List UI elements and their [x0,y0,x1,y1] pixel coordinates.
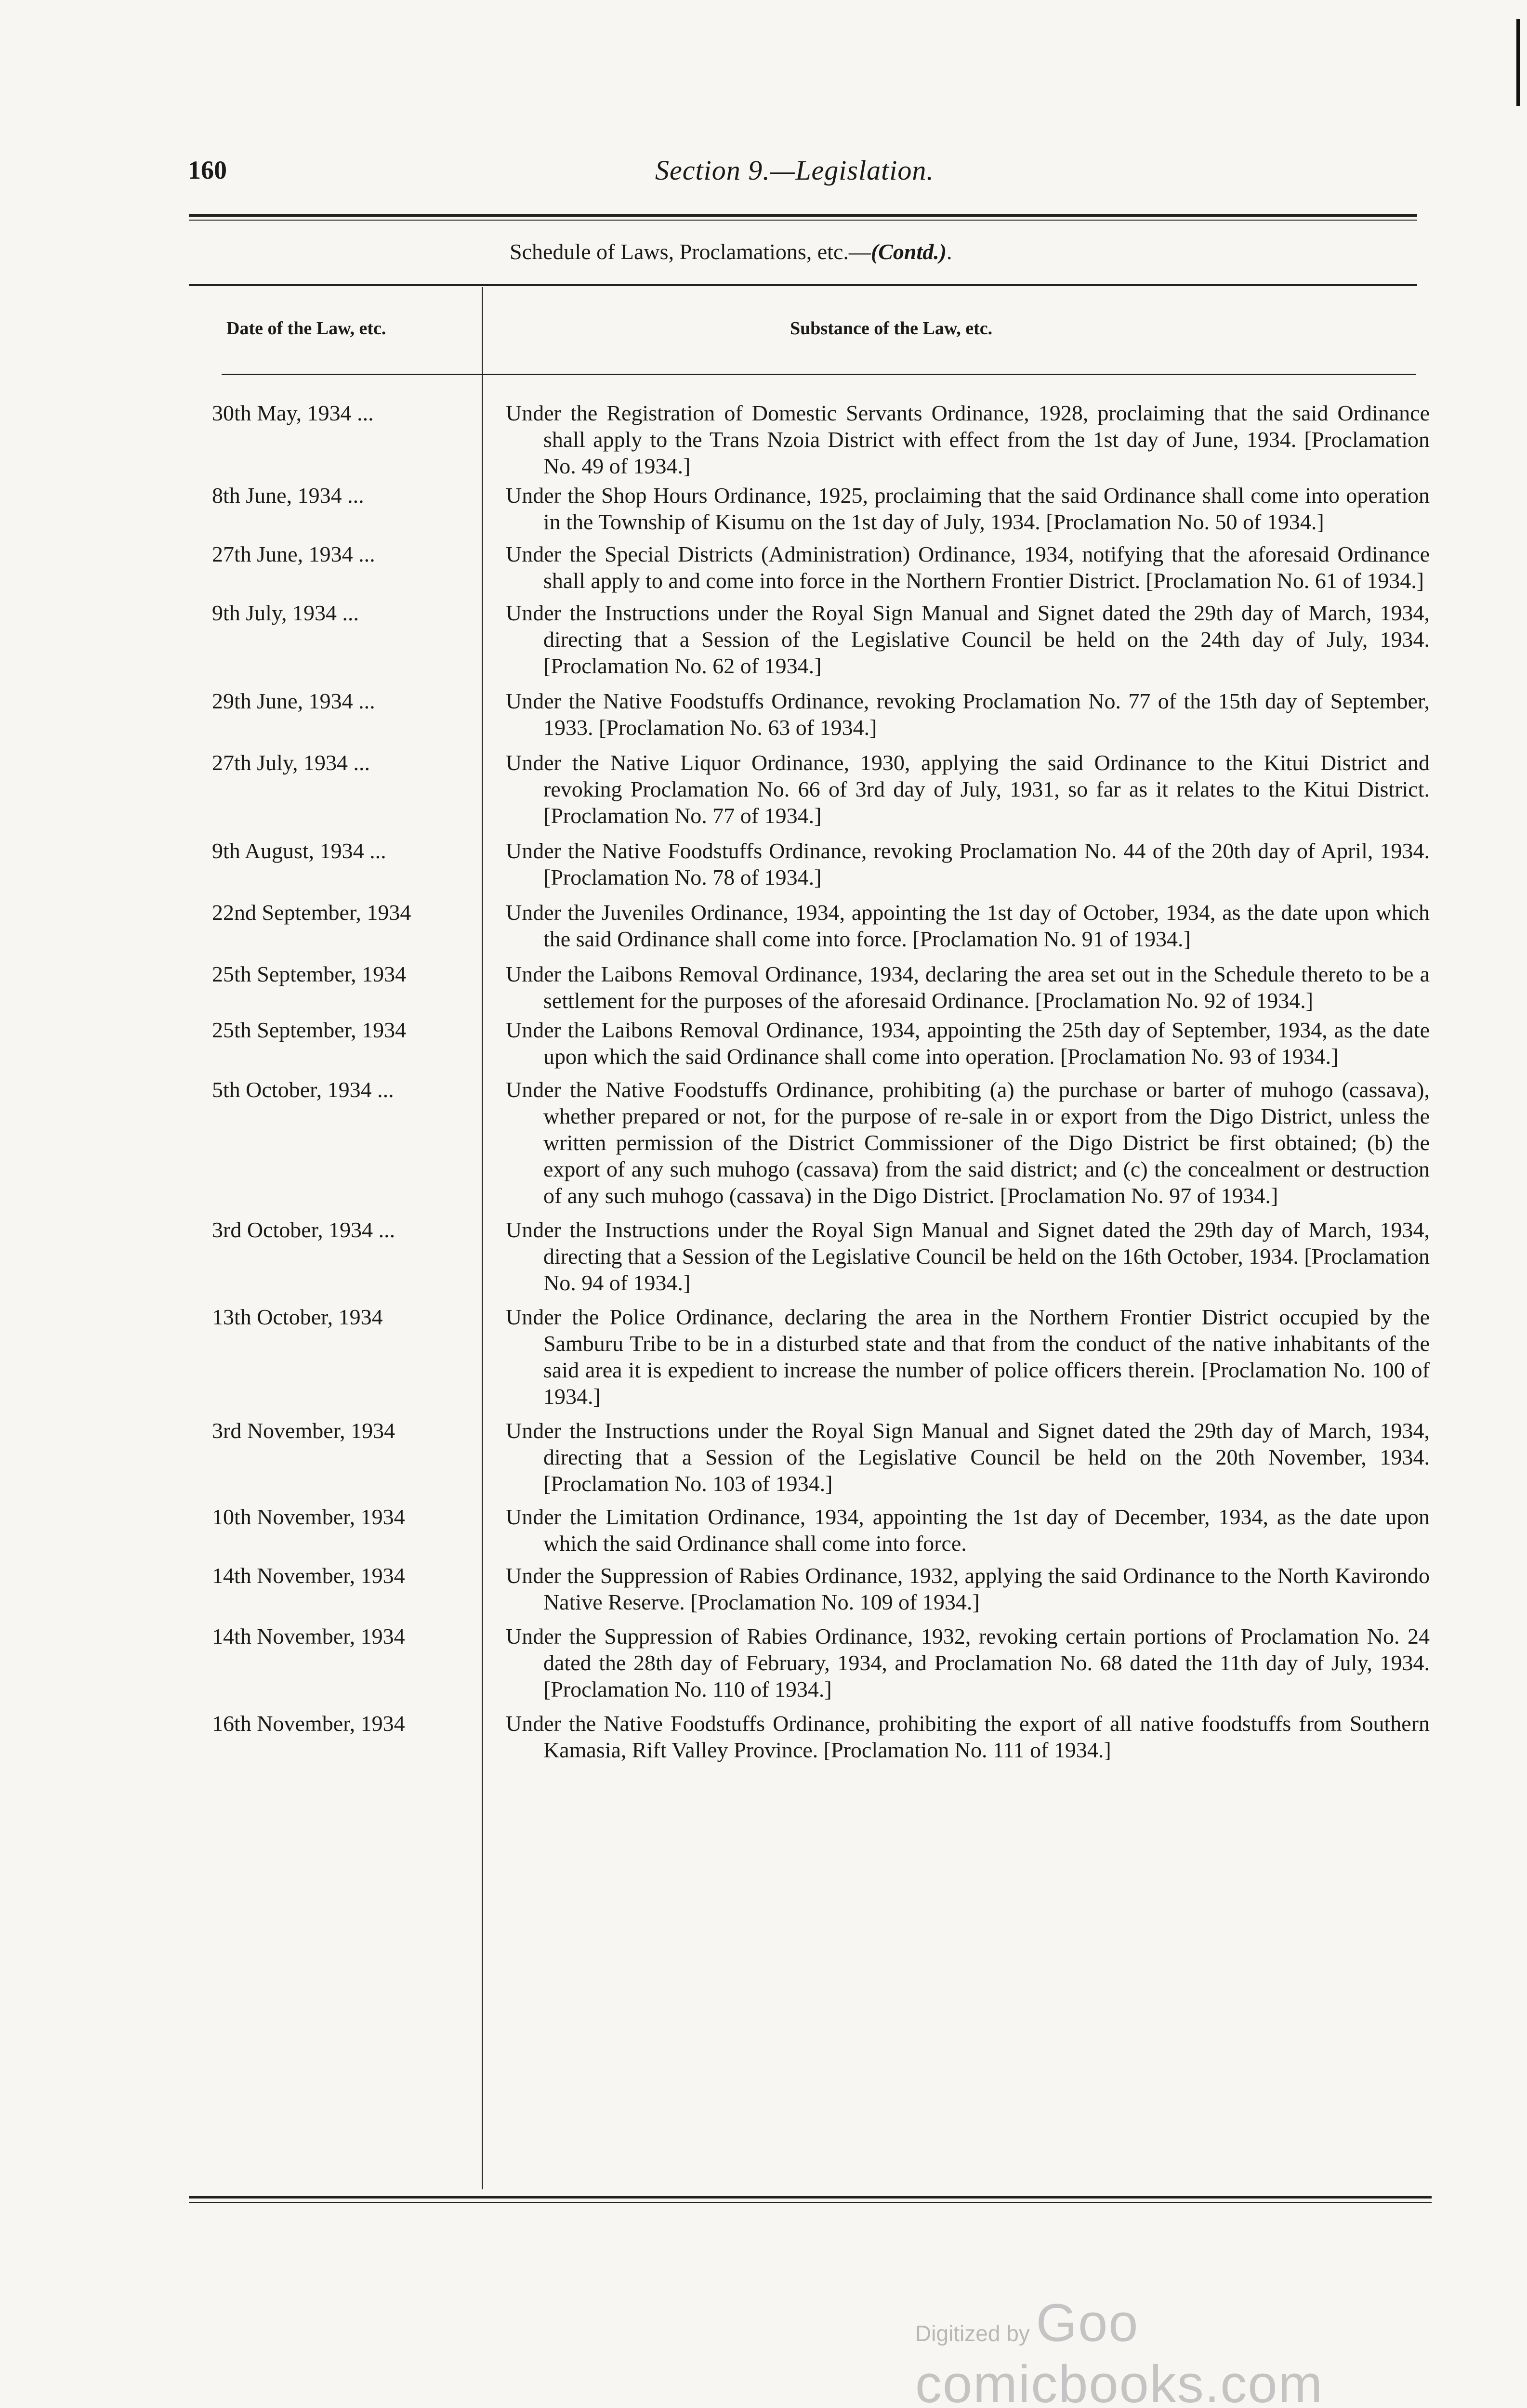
entry-substance: Under the Instructions under the Royal Sign Manual and Signet dated the 29th day of March, 1934, directing that a Session of the Legislative Council be held on the 20th November, 1934. [Proclamation No. 103 of 1934.] [506,1418,1430,1496]
entry-date: 29th June, 1934 ... [212,689,375,713]
entry-date: 5th October, 1934 ... [212,1077,394,1102]
entry-substance: Under the Native Foodstuffs Ordinance, prohibiting the export of all native foodstuffs from Southern Kamasia, Rift Valley Province. [Proclamation No. 111 of 1934.] [506,1711,1430,1762]
entry-date: 9th August, 1934 ... [212,838,386,863]
header-rule-thin [189,220,1417,221]
digitized-watermark [915,2292,1527,2408]
table-row [0,1017,1527,1070]
schedule-title-main: Schedule of Laws, Proclamations, etc.— [510,239,871,264]
running-head: Section 9.—Legislation. [655,155,934,186]
table-row [0,1304,1527,1410]
entry-substance: Under the Native Foodstuffs Ordinance, revoking Proclamation No. 77 of the 15th day of September, 1933. [Proclamation No. 63 of 1934.] [506,689,1430,740]
entry-substance: Under the Laibons Removal Ordinance, 1934, declaring the area set out in the Schedule thereto to be a settlement for the purposes of the aforesaid Ordinance. [Proclamation No. 92 of 1934.] [506,962,1430,1013]
table-row [0,749,1527,829]
header-rule [189,214,1417,217]
entry-date: 25th September, 1934 [212,962,407,986]
entry-date: 14th November, 1934 [212,1624,405,1649]
entry-date: 30th May, 1934 ... [212,401,374,425]
table-row [0,1417,1527,1497]
table-bottom-rule-thin [189,2202,1432,2203]
page-edge-mark [1516,19,1520,106]
entry-substance: Under the Shop Hours Ordinance, 1925, proclaiming that the said Ordinance shall come into operation in the Township of Kisumu on the 1st day of July, 1934. [Proclamation No. 50 of 1934.] [506,483,1430,534]
entry-substance: Under the Suppression of Rabies Ordinance, 1932, applying the said Ordinance to the North Kavirondo Native Reserve. [Proclamation No. 109 of 1934.] [506,1563,1430,1614]
entry-substance: Under the Native Foodstuffs Ordinance, prohibiting (a) the purchase or barter of muhogo (cassava), whether prepared or not, for the purpose of re-sale in or export from the Digo District, unless the written permission of the District Commissioner of the Digo District be first obtained; (b) the export of any such muhogo (cassava) from the said district; and (c) the concealment or destruction of any such muhogo (cassava) in the Digo District. [Proclamation No. 97 of 1934.] [506,1077,1430,1208]
entry-date: 27th June, 1934 ... [212,542,375,566]
entry-date: 14th November, 1934 [212,1563,405,1588]
entry-substance: Under the Instructions under the Royal Sign Manual and Signet dated the 29th day of March, 1934, directing that a Session of the Legislative Council be held on the 16th October, 1934. [Proclamation No. 94 of 1934.] [506,1217,1430,1295]
entry-date: 3rd November, 1934 [212,1418,395,1443]
entry-date: 16th November, 1934 [212,1711,405,1736]
entry-date: 9th July, 1934 ... [212,601,359,625]
entry-substance: Under the Juveniles Ordinance, 1934, appointing the 1st day of October, 1934, as the date upon which the said Ordinance shall come into force. [Proclamation No. 91 of 1934.] [506,900,1430,951]
table-row [0,1710,1527,1763]
table-row [0,1562,1527,1615]
table-row [0,600,1527,679]
column-header-substance: Substance of the Law, etc. [790,318,993,339]
watermark-brand: Goo comicbooks.com [915,2293,1324,2408]
entry-substance: Under the Native Foodstuffs Ordinance, revoking Proclamation No. 44 of the 20th day of April, 1934. [Proclamation No. 78 of 1934.] [506,838,1430,890]
entry-substance: Under the Suppression of Rabies Ordinance, 1932, revoking certain portions of Proclamation No. 24 dated the 28th day of February, 1934, and Proclamation No. 68 dated the 11th day of July, 1934. [Proclamation No. 110 of 1934.] [506,1624,1430,1701]
entry-date: 3rd October, 1934 ... [212,1217,395,1242]
entry-date: 10th November, 1934 [212,1505,405,1529]
entry-date: 27th July, 1934 ... [212,750,370,775]
table-header-rule [222,374,1416,375]
entry-date: 25th September, 1934 [212,1018,407,1042]
entry-substance: Under the Police Ordinance, declaring the area in the Northern Frontier District occupied by the Samburu Tribe to be in a disturbed state and that from the conduct of the native inhabitants of the said area it is expedient to increase the number of police officers therein. [Proclamation No. 100 of 1934.] [506,1305,1430,1409]
table-row [0,1504,1527,1557]
column-header-date: Date of the Law, etc. [226,318,386,339]
table-row [0,400,1527,479]
table-row [0,541,1527,594]
table-row [0,1623,1527,1702]
entry-substance: Under the Laibons Removal Ordinance, 1934, appointing the 25th day of September, 1934, as the date upon which the said Ordinance shall come into operation. [Proclamation No. 93 of 1934.] [506,1018,1430,1069]
page-number: 160 [188,156,227,184]
table-row [0,1076,1527,1209]
schedule-title-contd: (Contd.) [870,239,947,264]
table-row [0,961,1527,1014]
table-top-rule [189,284,1417,286]
watermark-prefix: Digitized by [915,2321,1030,2346]
table-row [0,1217,1527,1296]
entry-substance: Under the Instructions under the Royal Sign Manual and Signet dated the 29th day of March, 1934, directing that a Session of the Legislative Council be held on the 24th day of July, 1934. [Proclamation No. 62 of 1934.] [506,601,1430,678]
entry-substance: Under the Registration of Domestic Servants Ordinance, 1928, proclaiming that the said Ordinance shall apply to the Trans Nzoia District with effect from the 1st day of June, 1934. [Proclamation No. 49 of 1934.] [506,401,1430,478]
entry-substance: Under the Limitation Ordinance, 1934, appointing the 1st day of December, 1934, as the date upon which the said Ordinance shall come into force. [506,1505,1430,1556]
entry-date: 22nd September, 1934 [212,900,411,925]
table-row [0,482,1527,535]
entry-substance: Under the Native Liquor Ordinance, 1930, applying the said Ordinance to the Kitui District and revoking Proclamation No. 66 of 3rd day of July, 1931, so far as it relates to the Kitui District. [Proclamation No. 77 of 1934.] [506,750,1430,828]
table-row [0,688,1527,741]
table-row [0,838,1527,890]
table-row [0,899,1527,952]
entry-date: 8th June, 1934 ... [212,483,364,508]
schedule-title-end: . [947,239,952,264]
entry-date: 13th October, 1934 [212,1305,383,1329]
entry-substance: Under the Special Districts (Administration) Ordinance, 1934, notifying that the aforesaid Ordinance shall apply to and come into force in the Northern Frontier District. [Proclamation No. 61 of 1934.] [506,542,1430,593]
table-bottom-rule [189,2196,1432,2199]
schedule-title [510,239,952,264]
schedule-table-body [0,400,1527,1763]
